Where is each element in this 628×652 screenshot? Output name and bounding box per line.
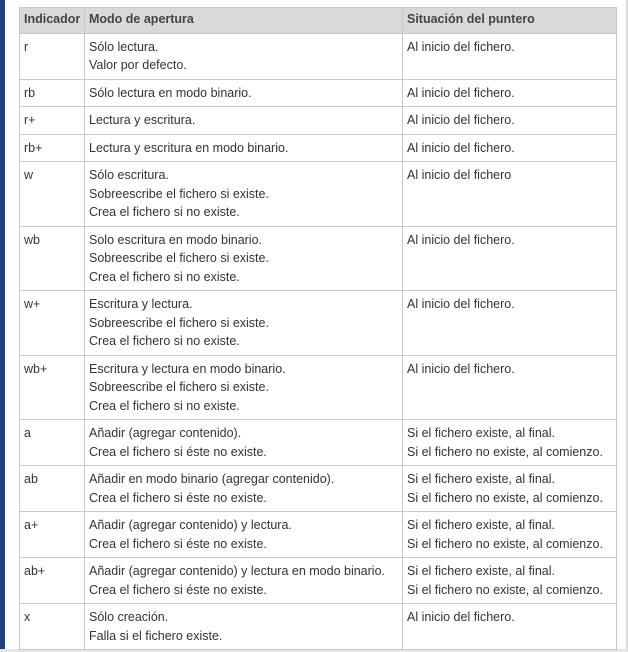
table-row bbox=[20, 107, 617, 135]
table-header bbox=[20, 8, 617, 34]
mode-line: Crea el fichero si no existe. bbox=[89, 205, 240, 219]
table-row bbox=[20, 512, 617, 558]
left-accent-bar bbox=[0, 0, 5, 652]
mode-line: Sólo lectura. bbox=[89, 39, 159, 54]
mode-cell bbox=[85, 33, 403, 79]
header-flag: Indicador bbox=[20, 8, 85, 34]
mode-line: Sobreescribe el fichero si existe. bbox=[89, 315, 269, 330]
mode-line: Crea el fichero si éste no existe. bbox=[89, 536, 267, 551]
pointer-line: Al inicio del fichero. bbox=[407, 232, 515, 247]
mode-line: Sobreescribe el fichero si existe. bbox=[89, 380, 269, 394]
header-pointer: Situación del puntero bbox=[403, 8, 617, 34]
mode-line: Solo escritura en modo binario. bbox=[89, 232, 263, 247]
flag-cell: w bbox=[20, 162, 85, 227]
flag-cell: a bbox=[20, 420, 85, 466]
mode-line: Añadir (agregar contenido). bbox=[89, 426, 242, 440]
mode-line: Sobreescribe el fichero si existe. bbox=[89, 186, 269, 201]
mode-line: Crea el fichero si no existe. bbox=[89, 269, 240, 284]
table-body bbox=[20, 33, 617, 650]
mode-cell bbox=[85, 134, 403, 162]
pointer-cell bbox=[403, 134, 617, 162]
pointer-cell bbox=[403, 33, 617, 79]
mode-line: Añadir (agregar contenido) y lectura en modo binario. bbox=[89, 564, 386, 578]
pointer-cell bbox=[403, 512, 617, 558]
table-row bbox=[20, 162, 617, 227]
table-row bbox=[20, 604, 617, 650]
pointer-line: Al inicio del fichero. bbox=[407, 610, 515, 624]
pointer-cell bbox=[403, 466, 617, 512]
mode-line: Crea el fichero si no existe. bbox=[89, 334, 240, 348]
pointer-line: Si el fichero no existe, al comienzo. bbox=[407, 536, 603, 551]
table-row bbox=[20, 134, 617, 162]
flag-cell: wb+ bbox=[20, 355, 85, 420]
flag-cell: rb+ bbox=[20, 134, 85, 162]
mode-line: Crea el fichero si éste no existe. bbox=[89, 490, 267, 505]
mode-line: Valor por defecto. bbox=[89, 58, 187, 72]
table-row bbox=[20, 33, 617, 79]
pointer-cell bbox=[403, 355, 617, 420]
pointer-cell bbox=[403, 162, 617, 227]
pointer-line: Si el fichero existe, al final. bbox=[407, 564, 555, 578]
pointer-cell bbox=[403, 291, 617, 356]
header-mode: Modo de apertura bbox=[85, 8, 403, 34]
flag-cell: wb bbox=[20, 226, 85, 291]
table-row bbox=[20, 291, 617, 356]
flag-cell: r+ bbox=[20, 107, 85, 135]
pointer-cell bbox=[403, 79, 617, 107]
table-row bbox=[20, 466, 617, 512]
mode-cell bbox=[85, 226, 403, 291]
flag-cell: ab+ bbox=[20, 558, 85, 604]
pointer-line: Al inicio del fichero bbox=[407, 168, 512, 182]
mode-cell bbox=[85, 466, 403, 512]
mode-line: Lectura y escritura en modo binario. bbox=[89, 140, 289, 155]
mode-cell bbox=[85, 162, 403, 227]
table-row bbox=[20, 558, 617, 604]
pointer-line: Si el fichero existe, al final. bbox=[407, 518, 555, 532]
pointer-cell bbox=[403, 604, 617, 650]
mode-cell bbox=[85, 79, 403, 107]
mode-cell bbox=[85, 355, 403, 420]
pointer-line: Si el fichero no existe, al comienzo. bbox=[407, 490, 603, 505]
pointer-line: Al inicio del fichero. bbox=[407, 297, 515, 311]
table-row bbox=[20, 226, 617, 291]
mode-line: Sólo escritura. bbox=[89, 168, 169, 182]
flag-cell: a+ bbox=[20, 512, 85, 558]
mode-line: Falla si el fichero existe. bbox=[89, 628, 223, 643]
mode-line: Añadir (agregar contenido) y lectura. bbox=[89, 518, 292, 532]
mode-line: Crea el fichero si éste no existe. bbox=[89, 444, 267, 459]
pointer-line: Si el fichero existe, al final. bbox=[407, 472, 555, 486]
pointer-line: Al inicio del fichero. bbox=[407, 361, 515, 376]
pointer-line: Al inicio del fichero. bbox=[407, 85, 515, 100]
mode-line: Escritura y lectura. bbox=[89, 297, 193, 311]
flag-cell: x bbox=[20, 604, 85, 650]
pointer-line: Si el fichero no existe, al comienzo. bbox=[407, 444, 603, 459]
mode-line: Crea el fichero si no existe. bbox=[89, 398, 240, 413]
mode-cell bbox=[85, 512, 403, 558]
mode-cell bbox=[85, 558, 403, 604]
pointer-line: Al inicio del fichero. bbox=[407, 140, 515, 155]
mode-cell bbox=[85, 107, 403, 135]
flag-cell: ab bbox=[20, 466, 85, 512]
flag-cell: w+ bbox=[20, 291, 85, 356]
pointer-cell bbox=[403, 107, 617, 135]
mode-line: Sólo creación. bbox=[89, 610, 169, 624]
mode-line: Escritura y lectura en modo binario. bbox=[89, 361, 286, 376]
pointer-line: Si el fichero existe, al final. bbox=[407, 426, 555, 440]
table-row bbox=[20, 79, 617, 107]
mode-line: Lectura y escritura. bbox=[89, 113, 196, 127]
mode-cell bbox=[85, 291, 403, 356]
pointer-cell bbox=[403, 558, 617, 604]
file-modes-table bbox=[19, 7, 617, 650]
pointer-cell bbox=[403, 420, 617, 466]
pointer-line: Al inicio del fichero. bbox=[407, 113, 515, 127]
table-row bbox=[20, 355, 617, 420]
flag-cell: rb bbox=[20, 79, 85, 107]
mode-line: Sobreescribe el fichero si existe. bbox=[89, 251, 269, 265]
mode-line: Sólo lectura en modo binario. bbox=[89, 85, 252, 100]
flag-cell: r bbox=[20, 33, 85, 79]
mode-cell bbox=[85, 420, 403, 466]
pointer-line: Si el fichero no existe, al comienzo. bbox=[407, 582, 603, 597]
pointer-line: Al inicio del fichero. bbox=[407, 39, 515, 54]
mode-cell bbox=[85, 604, 403, 650]
mode-line: Añadir en modo binario (agregar contenido). bbox=[89, 472, 335, 486]
pointer-cell bbox=[403, 226, 617, 291]
mode-line: Crea el fichero si éste no existe. bbox=[89, 582, 267, 597]
table-row bbox=[20, 420, 617, 466]
header-row bbox=[20, 8, 617, 34]
